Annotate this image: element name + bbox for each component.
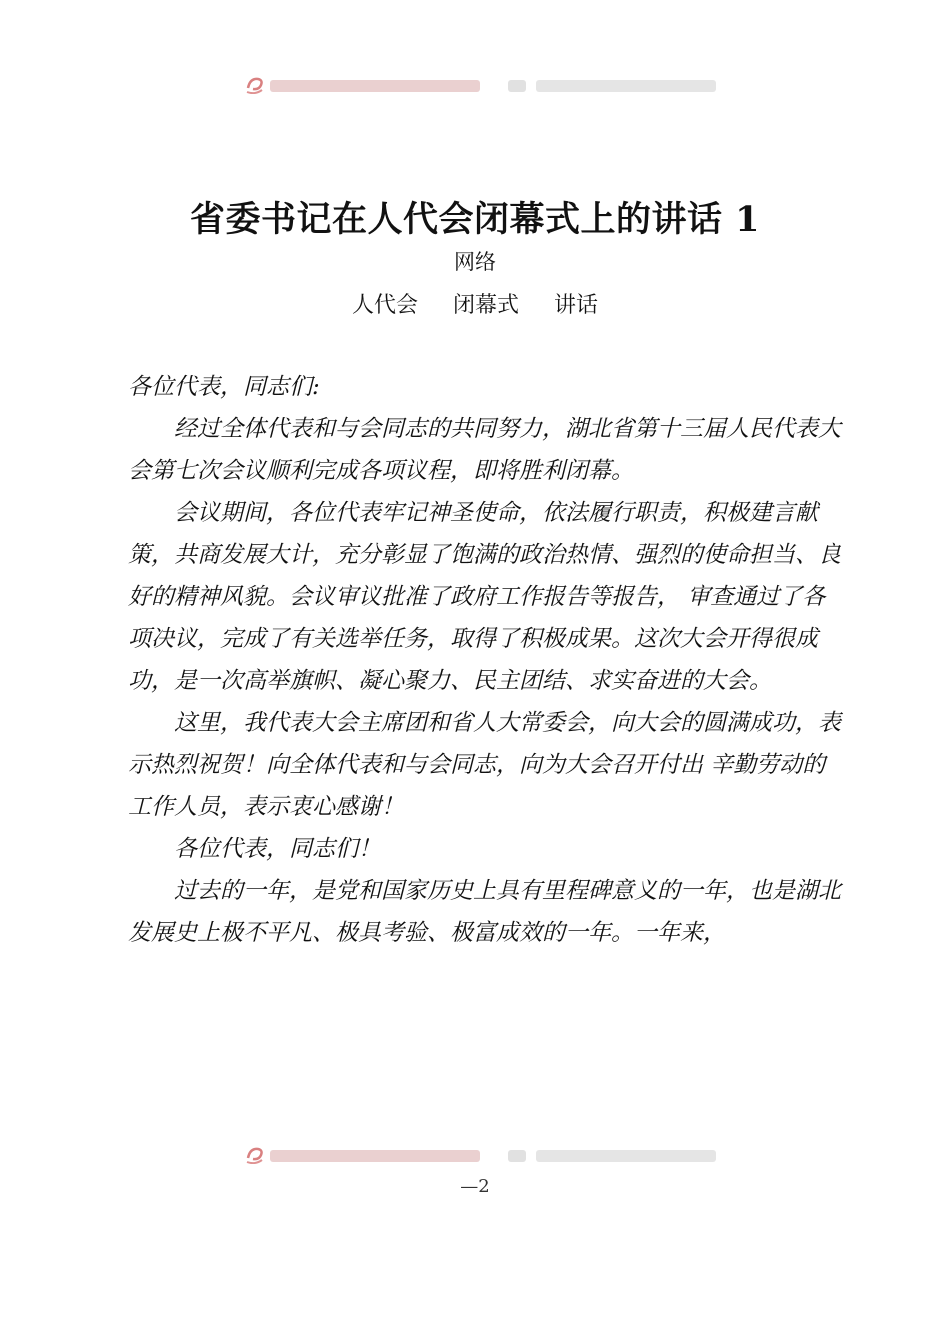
keyword: 讲话 (554, 293, 599, 318)
keyword: 闭幕式 (452, 293, 519, 318)
salutation: 各位代表，同志们: (128, 374, 320, 400)
keyword: 人代会 (351, 293, 418, 318)
document-title: 省委书记在人代会闭幕式上的讲话 1 (189, 199, 761, 240)
body-paragraph: 经过全体代表和与会同志的共同努力，湖北省第十三届人民代表大会第七次会议顺利完成各项议程，即将胜利闭幕。 (128, 416, 841, 484)
page-number: —2 (460, 1176, 490, 1197)
document-source: 网络 (454, 250, 496, 274)
footer-watermark (240, 1142, 720, 1164)
body-paragraph: 过去的一年，是党和国家历史上具有里程碑意义的一年，也是湖北发展史上极不平凡、极具考验、极富成效的一年。一年来， (128, 878, 841, 946)
header-watermark (240, 72, 720, 94)
brand-logo-icon (244, 74, 266, 94)
body-paragraph: 会议期间，各位代表牢记神圣使命，依法履行职责，积极建言献策，共商发展大计，充分彰显了饱满的政治热情、强烈的使命担当、良好的精神风貌。会议审议批准了政府工作报告等报告， 审查通过了各项决议，完成了有关选举任务，取得了积极成果。这次大会开得很成功，是一次高举旗帜、凝心聚力、民主团结、求实奋进的大会。 (128, 500, 841, 694)
brand-logo-icon (244, 1144, 266, 1164)
body-paragraph: 各位代表，同志们！ (174, 836, 381, 862)
document-keywords (0, 288, 950, 319)
body-paragraph: 这里，我代表大会主席团和省人大常委会，向大会的圆满成功，表示热烈祝贺！向全体代表和与会同志，向为大会召开付出 辛勤劳动的工作人员，表示衷心感谢！ (128, 710, 841, 820)
document-body (128, 366, 844, 954)
